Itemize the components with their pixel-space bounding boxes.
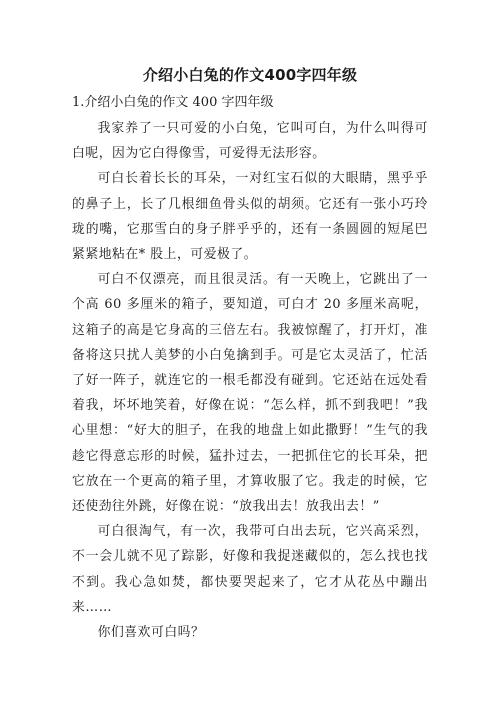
essay-paragraph-3: 可白不仅漂亮，而且很灵活。有一天晚上，它跳出了一个高 60 多厘米的箱子，要知道，可白才 20 多厘米高呢，这箱子的高是它身高的三倍左右。我被惊醒了，打开灯，准备将这只扰人美梦的小白兔擒到手。可是它太灵活了，忙活了好一阵子，就连它的一根毛都没有碰到。它还站在远处看着我，坏坏地笑着，好像在说：“怎么样，抓不到我吧！”我心里想：“好大的胆子，在我的地盘上如此撒野！”生气的我趁它得意忘形的时候，猛扑过去，一把抓住它的长耳朵，把它放在一个更高的箱子里，才算收服了它。我走的时候，它还使劲往外跳，好像在说：“放我出去！放我出去！” <box>72 272 428 515</box>
essay-body <box>72 116 428 645</box>
essay-paragraph-1: 我家养了一只可爱的小白兔，它叫可白，为什么叫得可白呢，因为它白得像雪，可爱得无法形容。 <box>72 121 428 162</box>
document-title: 介绍小白兔的作文400字四年级 <box>142 66 358 84</box>
essay-paragraph-5: 你们喜欢可白吗？ <box>97 625 205 641</box>
essay-paragraph-4: 可白很淘气，有一次，我带可白出去玩，它兴高采烈，不一会儿就不见了踪影，好像和我捉迷藏似的，怎么找也找不到。我心急如焚，都快要哭起来了，它才从花丛中蹦出来…… <box>72 524 428 615</box>
section-heading: 1.介绍小白兔的作文 400 字四年级 <box>72 95 274 110</box>
essay-paragraph-2: 可白长着长长的耳朵，一对红宝石似的大眼睛，黑乎乎的鼻子上，长了几根细鱼骨头似的胡须。它还有一张小巧玲珑的嘴，它那雪白的身子胖乎乎的，还有一条圆圆的短尾巴紧紧地粘在* 股上，可爱极了。 <box>72 171 428 263</box>
